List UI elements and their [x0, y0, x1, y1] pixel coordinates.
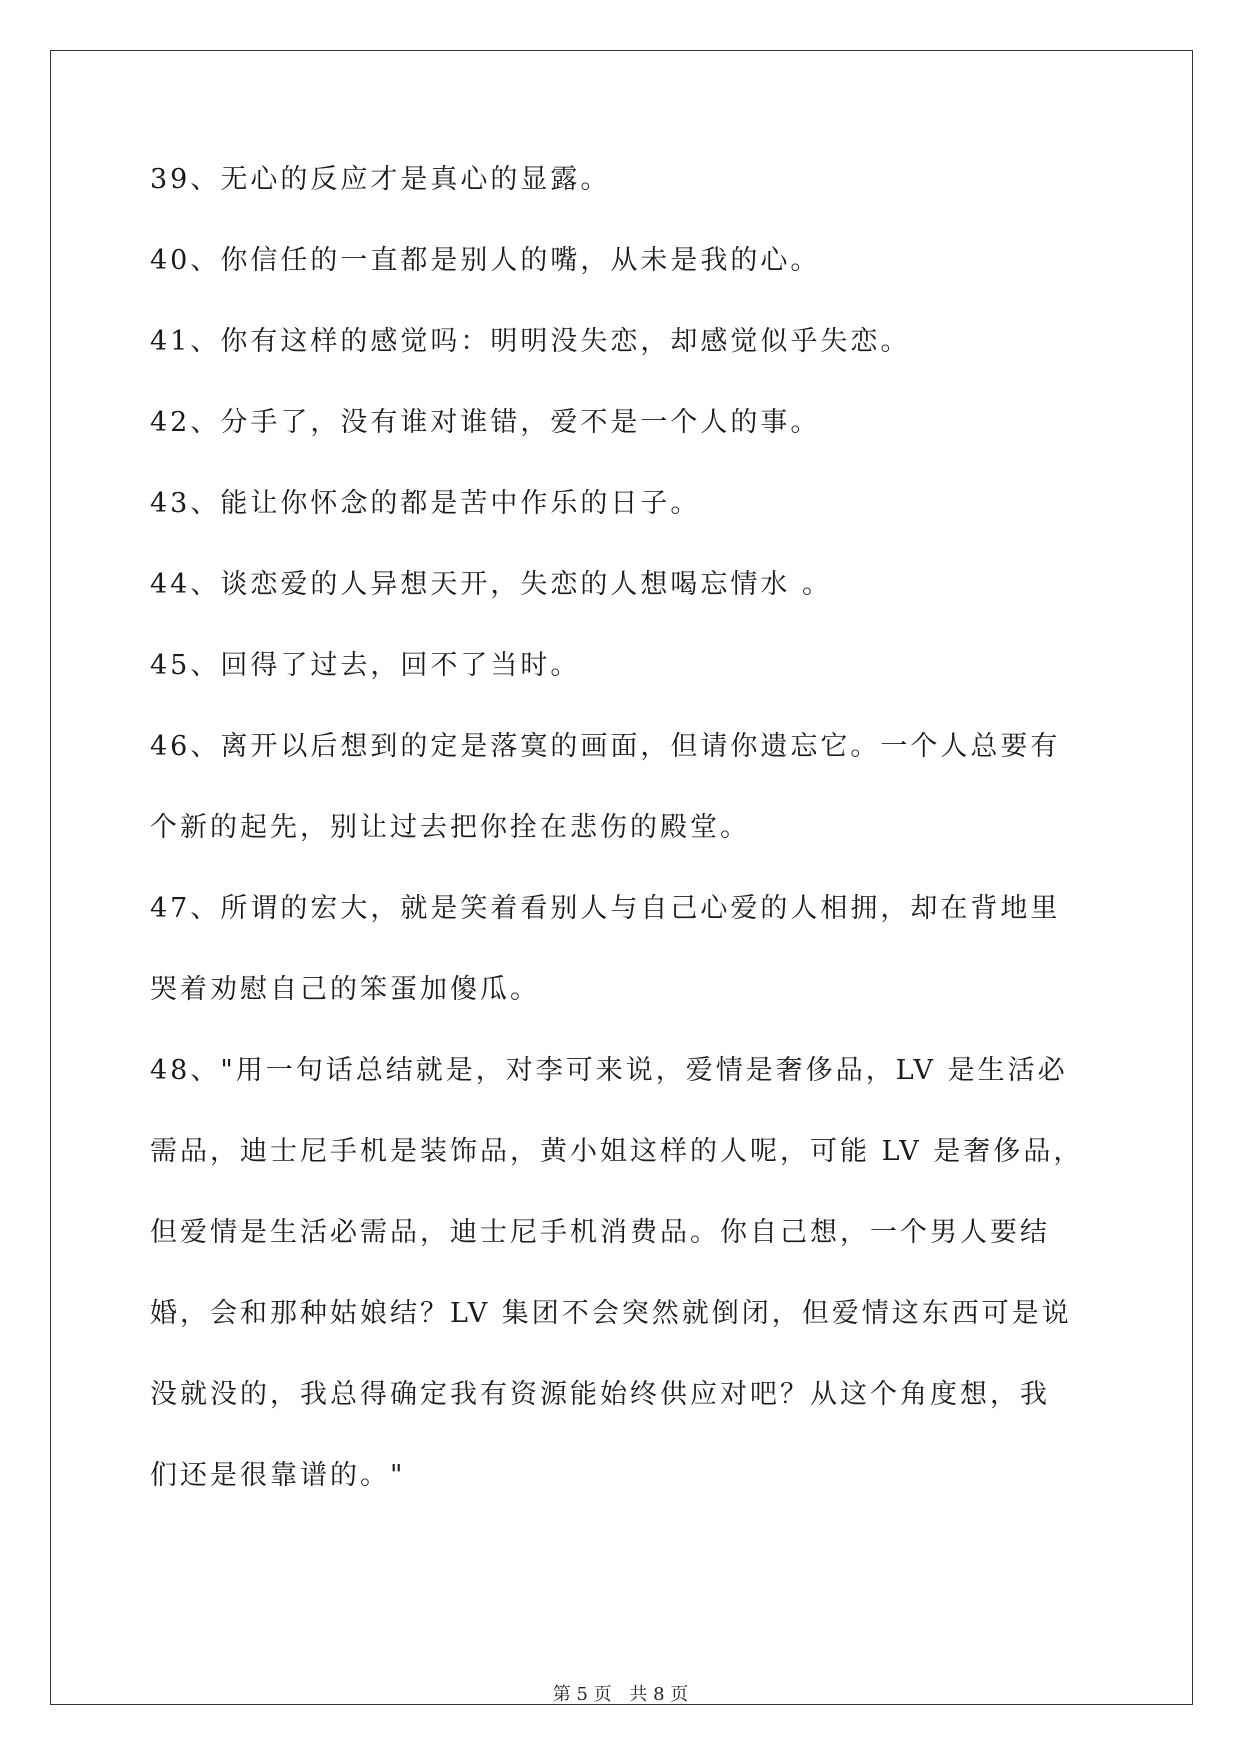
text-line: 但爱情是生活必需品，迪士尼手机消费品。你自己想，一个男人要结	[150, 1217, 1050, 1248]
text-line: 婚，会和那种姑娘结？LV 集团不会突然就倒闭，但爱情这东西可是说	[150, 1298, 1072, 1329]
page-number-current: 第 5 页	[552, 1684, 612, 1705]
text-line: 46、离开以后想到的定是落寞的画面，但请你遗忘它。一个人总要有	[150, 731, 1061, 762]
page-footer	[0, 1680, 1241, 1706]
page-number-total: 共 8 页	[629, 1684, 689, 1705]
text-line: 没就没的，我总得确定我有资源能始终供应对吧？从这个角度想，我	[150, 1379, 1050, 1410]
text-line: 哭着劝慰自己的笨蛋加傻瓜。	[150, 974, 540, 1005]
text-line: 42、分手了，没有谁对谁错，爱不是一个人的事。	[150, 407, 821, 438]
document-body	[150, 162, 1110, 1539]
text-line: 44、谈恋爱的人异想天开，失恋的人想喝忘情水 。	[150, 569, 832, 600]
text-line: 需品，迪士尼手机是装饰品，黄小姐这样的人呢，可能 LV 是奢侈品，	[150, 1136, 1084, 1167]
text-line: 47、所谓的宏大，就是笑着看别人与自己心爱的人相拥，却在背地里	[150, 893, 1061, 924]
text-line: 45、回得了过去，回不了当时。	[150, 650, 581, 681]
text-line: 41、你有这样的感觉吗：明明没失恋，却感觉似乎失恋。	[150, 326, 911, 357]
text-line: 40、你信任的一直都是别人的嘴，从未是我的心。	[150, 245, 821, 276]
text-line: 39、无心的反应才是真心的显露。	[150, 164, 611, 195]
text-line: 们还是很靠谱的。"	[150, 1460, 406, 1491]
text-line: 43、能让你怀念的都是苦中作乐的日子。	[150, 488, 701, 519]
text-line: 48、"用一句话总结就是，对李可来说，爱情是奢侈品，LV 是生活必	[150, 1055, 1068, 1086]
text-line: 个新的起先，别让过去把你拴在悲伤的殿堂。	[150, 812, 750, 843]
